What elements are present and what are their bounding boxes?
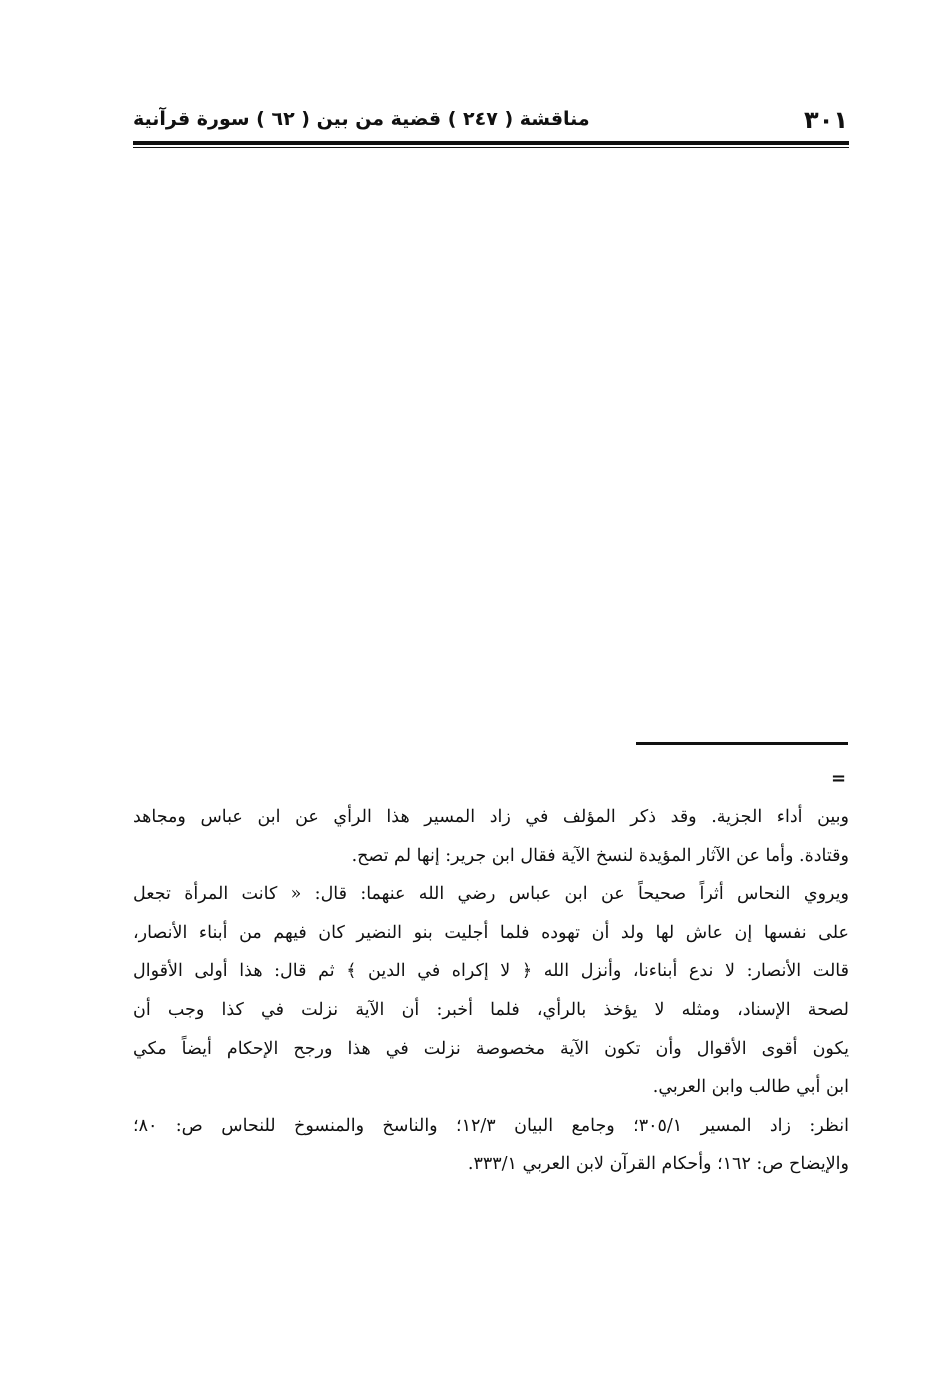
running-title: مناقشة ( ٢٤٧ ) قضية من بين ( ٦٢ ) سورة قرآنية bbox=[133, 108, 590, 130]
footnote-line: انظر: زاد المسير ٣٠٥/١؛ وجامع البيان ١٢/٣؛ والناسخ والمنسوخ للنحاس ص: ٨٠؛ bbox=[133, 1115, 849, 1136]
footnote-continuation-mark: = bbox=[831, 768, 847, 789]
header-rule-thin bbox=[133, 147, 849, 148]
page-number: ٣٠١ bbox=[804, 106, 848, 134]
footnote-line: ويروي النحاس أثراً صحيحاً عن ابن عباس رضي الله عنهما: قال: « كانت المرأة تجعل bbox=[133, 884, 849, 905]
footnote-line: يكون أقوى الأقوال وأن تكون الآية مخصوصة نزلت في هذا ورجح الإحكام أيضاً مكي bbox=[133, 1038, 849, 1059]
footnote-block bbox=[133, 798, 849, 1184]
footnote-separator bbox=[636, 742, 848, 745]
footnote-line: وقتادة. وأما عن الآثار المؤيدة لنسخ الآية فقال ابن جرير: إنها لم تصح. bbox=[351, 845, 849, 866]
footnote-line: قالت الأنصار: لا ندع أبناءنا، وأنزل الله ﴿ لا إكراه في الدين ﴾ ثم قال: هذا أولى الأقوال bbox=[133, 961, 849, 982]
footnote-line: والإيضاح ص: ١٦٢؛ وأحكام القرآن لابن العربي ٣٣٣/١. bbox=[467, 1154, 849, 1175]
footnote-line: لصحة الإسناد، ومثله لا يؤخذ بالرأي، فلما أخبر: أن الآية نزلت في كذا وجب أن bbox=[133, 999, 849, 1020]
footnote-line: ابن أبي طالب وابن العربي. bbox=[652, 1077, 849, 1098]
page-header bbox=[133, 104, 848, 140]
footnote-line: على نفسها إن عاش لها ولد أن تهوده فلما أجليت بنو النضير كان فيهم من أبناء الأنصار، bbox=[133, 922, 849, 943]
footnote-line: وبين أداء الجزية. وقد ذكر المؤلف في زاد المسير هذا الرأي عن ابن عباس ومجاهد bbox=[133, 807, 849, 827]
header-rule-thick bbox=[133, 141, 849, 145]
